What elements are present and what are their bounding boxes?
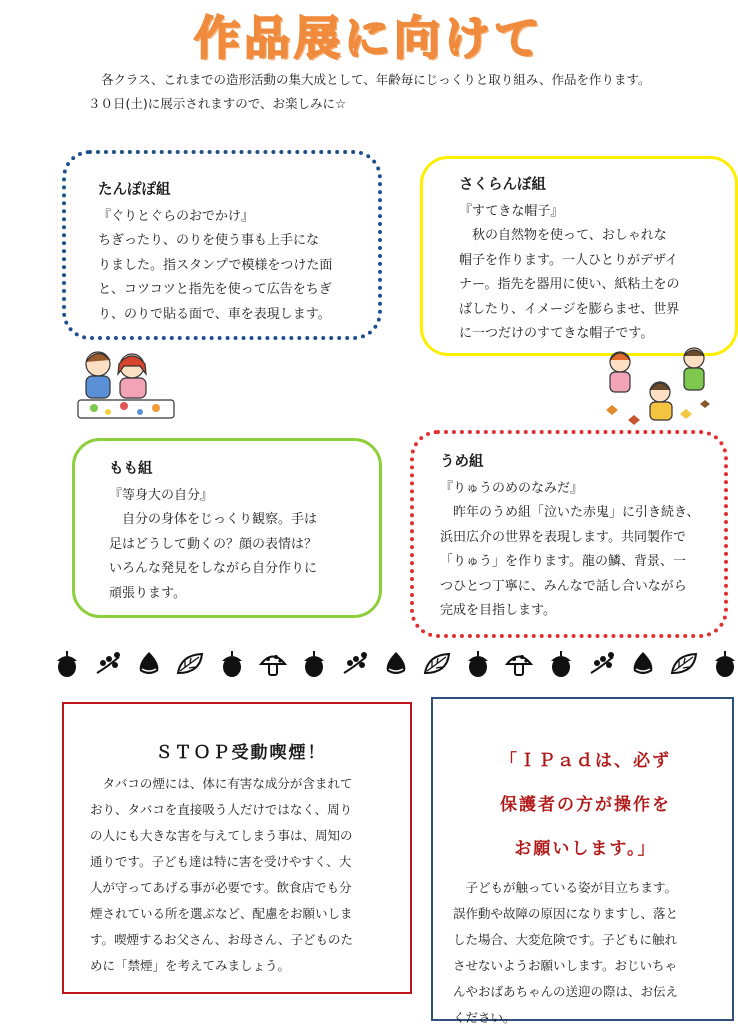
work-title: 『すてきな帽子』	[459, 203, 564, 219]
ipad-notice	[431, 697, 734, 1025]
notice-line: 人が守ってあげる事が必要です。飲食店でも分	[90, 880, 352, 895]
class-name: もも組	[109, 461, 153, 477]
notice-line: させないようお願いします。おじいちゃ	[453, 958, 678, 973]
intro-text	[88, 68, 728, 116]
acorn-icon	[463, 649, 493, 679]
mushroom-icon	[504, 649, 534, 679]
notice-line: 子どもが触っている姿が目立ちます。	[465, 880, 678, 895]
description-line: 完成を目指します。	[440, 603, 556, 618]
description-line: ばしたり、イメージを膨らませ、世界	[459, 301, 680, 317]
berry-sprig-icon	[587, 649, 617, 679]
class-box-momo	[72, 438, 382, 618]
description-line: 頑張ります。	[109, 585, 186, 601]
acorn-icon	[546, 649, 576, 679]
notice-body	[453, 875, 718, 1031]
children-collecting-leaves-illustration	[600, 344, 714, 428]
description-line: と、コツコツと指先を使って広告をちぎ	[98, 282, 332, 297]
description-line: 帽子を作ります。一人ひとりがデザイ	[459, 252, 679, 268]
notice-line: おり、タバコを直接吸う人だけではなく、周り	[90, 802, 353, 817]
description-line: いろんな発見をしながら自分作りに	[109, 561, 318, 576]
description-line: 自分の身体をじっくり観察。手は	[122, 512, 318, 527]
description-line: 浜田広介の世界を表現します。共同製作で	[440, 529, 686, 545]
class-box-tanpopo	[62, 150, 382, 340]
description-line: ちぎったり、のりを使う事も上手にな	[98, 233, 320, 248]
description-line: り、のりで貼る面で、車を表現します。	[98, 306, 331, 322]
acorn-icon	[217, 649, 247, 679]
class-box-sakura	[420, 156, 738, 356]
berry-sprig-icon	[340, 649, 370, 679]
description-line: ナー。指先を器用に使い、紙粘土をの	[459, 277, 680, 292]
description-line: 「りゅう」を作ります。龍の鱗、背景、一	[440, 554, 686, 569]
passive-smoking-notice	[62, 702, 412, 994]
mushroom-icon	[258, 649, 288, 679]
notice-line: めに「禁煙」を考えてみましょう。	[90, 958, 291, 973]
notice-line: ください。	[453, 1010, 516, 1025]
notice-heading	[453, 739, 718, 871]
notice-line: 煙されている所を選ぶなど、配慮をお願いしま	[90, 906, 353, 921]
description-line: 足はどうして動くの？顔の表情は？	[109, 536, 318, 552]
children-crafting-illustration	[74, 342, 178, 422]
description-line: に一つだけのすてきな帽子です。	[459, 326, 654, 341]
leaf-icon	[669, 649, 699, 679]
autumn-icon-divider	[52, 646, 738, 682]
class-description	[98, 229, 356, 327]
leaf-icon	[422, 649, 452, 679]
description-line: りました。指スタンプで模様をつけた面	[98, 257, 333, 273]
acorn-icon	[710, 649, 738, 679]
heading-line: お願いします。」	[514, 839, 657, 859]
berry-sprig-icon	[93, 649, 123, 679]
class-description	[459, 224, 717, 347]
heading-line: 「ＩＰａｄは、必ず	[500, 751, 671, 771]
chestnut-icon	[381, 649, 411, 679]
work-title: 『等身大の自分』	[109, 487, 214, 503]
work-title: 『りゅうのめのなみだ』	[440, 480, 584, 496]
class-name: うめ組	[440, 454, 484, 470]
acorn-icon	[299, 649, 329, 679]
notice-line: した場合、大変危険です。子どもに触れ	[453, 932, 678, 947]
class-box-ume	[410, 430, 728, 638]
class-name: たんぽぽ組	[98, 182, 171, 198]
notice-body	[90, 771, 392, 979]
intro-line-2: ３０日(土)に展示されますので、お楽しみに☆	[88, 96, 347, 111]
heading-line: 保護者の方が操作を	[500, 795, 671, 815]
notice-heading: ＳＴＯＰ受動喫煙！	[155, 743, 327, 763]
description-line: 昨年のうめ組「泣いた赤鬼」に引き続き、	[453, 505, 700, 520]
notice-line: タバコの煙には、体に有害な成分が含まれて	[102, 776, 353, 791]
chestnut-icon	[628, 649, 658, 679]
class-description	[109, 508, 359, 606]
description-line: つひとつ丁寧に、みんなで話し合いながら	[440, 578, 687, 594]
notice-line: 誤作動や故障の原因になりますし、落と	[453, 906, 679, 921]
class-description	[440, 501, 710, 624]
intro-line-1: 各クラス、これまでの造形活動の集大成として、年齢毎にじっくりと取り組み、作品を作ります。	[101, 72, 651, 87]
work-title: 『ぐりとぐらのおでかけ』	[98, 208, 254, 224]
chestnut-icon	[134, 649, 164, 679]
description-line: 秋の自然物を使って、おしゃれな	[472, 228, 667, 243]
notice-line: の人にも大きな害を与えてしまう事は、周知の	[90, 828, 353, 843]
page-title: 作品展に向けて	[194, 11, 544, 65]
notice-line: んやおばあちゃんの送迎の際は、お伝え	[453, 984, 679, 999]
acorn-icon	[52, 649, 82, 679]
notice-line: す。喫煙するお父さん、お母さん、子どものた	[90, 932, 354, 947]
leaf-icon	[175, 649, 205, 679]
notice-line: 通りです。子ども達は特に害を受けやすく、大	[90, 854, 352, 869]
class-name: さくらんぼ組	[459, 177, 546, 193]
